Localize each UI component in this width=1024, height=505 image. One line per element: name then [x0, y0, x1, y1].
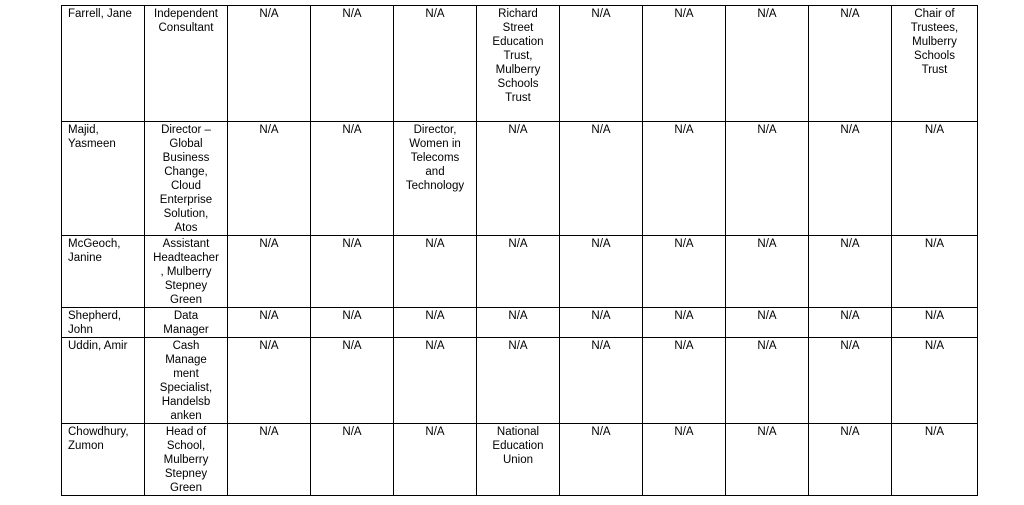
- interest-cell: [311, 424, 394, 496]
- interest-cell-text: N/A: [840, 124, 860, 136]
- interest-cell: [892, 6, 978, 122]
- interest-cell-text: N/A: [508, 310, 528, 322]
- interest-cell-text: N/A: [259, 340, 279, 352]
- interest-cell: [477, 122, 560, 236]
- interest-cell: [892, 338, 978, 424]
- interest-cell: [643, 6, 726, 122]
- interest-cell: [726, 122, 809, 236]
- interest-cell-text: Richard Street Education Trust, Mulberry Schools Trust: [492, 8, 544, 104]
- interest-cell-text: N/A: [342, 8, 362, 20]
- interest-cell-text: N/A: [508, 238, 528, 250]
- interest-cell: [643, 122, 726, 236]
- interest-cell: [228, 236, 311, 308]
- role-cell: [145, 6, 228, 122]
- interest-cell-text: N/A: [508, 124, 528, 136]
- interest-cell-text: N/A: [757, 340, 777, 352]
- interest-cell-text: N/A: [674, 124, 694, 136]
- interest-cell-text: N/A: [591, 340, 611, 352]
- interest-cell-text: N/A: [840, 8, 860, 20]
- interests-register-table: [61, 5, 978, 496]
- interest-cell: [311, 6, 394, 122]
- interest-cell: [726, 338, 809, 424]
- interest-cell-text: N/A: [757, 8, 777, 20]
- interest-cell: [892, 236, 978, 308]
- interest-cell: [394, 338, 477, 424]
- interest-cell-text: N/A: [674, 426, 694, 438]
- interest-cell-text: N/A: [674, 8, 694, 20]
- interest-cell: [477, 424, 560, 496]
- role-cell-text: Assistant Headteacher , Mulberry Stepney Green: [153, 238, 219, 306]
- interest-cell: [394, 122, 477, 236]
- role-cell-text: Head of School, Mulberry Stepney Green: [163, 426, 209, 494]
- name-cell: [62, 424, 145, 496]
- table-row: [62, 6, 978, 122]
- interest-cell-text: N/A: [342, 238, 362, 250]
- interest-cell-text: National Education Union: [492, 426, 544, 466]
- interest-cell-text: N/A: [259, 310, 279, 322]
- interest-cell-text: N/A: [508, 340, 528, 352]
- interest-cell: [560, 338, 643, 424]
- interest-cell: [643, 424, 726, 496]
- interest-cell-text: N/A: [924, 426, 945, 438]
- name-cell-text: McGeoch, Janine: [68, 238, 121, 264]
- interest-cell-text: N/A: [924, 124, 945, 136]
- table-row: [62, 338, 978, 424]
- interest-cell: [560, 236, 643, 308]
- interest-cell-text: N/A: [342, 426, 362, 438]
- interest-cell-text: N/A: [591, 426, 611, 438]
- interest-cell: [560, 308, 643, 338]
- interest-cell: [477, 6, 560, 122]
- interest-cell: [892, 424, 978, 496]
- interest-cell-text: N/A: [342, 124, 362, 136]
- name-cell-text: Chowdhury, Zumon: [68, 426, 129, 452]
- interest-cell-text: N/A: [591, 310, 611, 322]
- interest-cell: [809, 338, 892, 424]
- interest-cell-text: N/A: [259, 8, 279, 20]
- interest-cell: [726, 236, 809, 308]
- interest-cell: [311, 236, 394, 308]
- interest-cell-text: N/A: [840, 310, 860, 322]
- interest-cell: [394, 6, 477, 122]
- interest-cell: [477, 236, 560, 308]
- interest-cell: [311, 308, 394, 338]
- table-row: [62, 424, 978, 496]
- interest-cell: [560, 6, 643, 122]
- interest-cell: [726, 308, 809, 338]
- interest-cell-text: N/A: [591, 8, 611, 20]
- name-cell-text: Uddin, Amir: [68, 340, 128, 352]
- interest-cell: [726, 6, 809, 122]
- table-body: [62, 6, 978, 496]
- interest-cell: [643, 338, 726, 424]
- interest-cell: [311, 338, 394, 424]
- interest-cell: [643, 236, 726, 308]
- interest-cell: [892, 308, 978, 338]
- interest-cell: [892, 122, 978, 236]
- interest-cell: [809, 424, 892, 496]
- interest-cell-text: N/A: [840, 426, 860, 438]
- name-cell: [62, 122, 145, 236]
- table-row: [62, 308, 978, 338]
- interest-cell: [394, 236, 477, 308]
- interest-cell-text: N/A: [425, 8, 445, 20]
- interest-cell: [477, 308, 560, 338]
- interest-cell: [394, 308, 477, 338]
- interest-cell-text: N/A: [757, 310, 777, 322]
- table-row: [62, 122, 978, 236]
- interest-cell-text: N/A: [259, 124, 279, 136]
- interest-cell-text: N/A: [924, 340, 945, 352]
- interest-cell-text: N/A: [674, 340, 694, 352]
- role-cell-text: Independent Consultant: [154, 8, 218, 34]
- interest-cell-text: N/A: [591, 124, 611, 136]
- interest-cell-text: N/A: [425, 310, 445, 322]
- name-cell: [62, 308, 145, 338]
- name-cell-text: Shepherd, John: [68, 310, 122, 336]
- interest-cell: [809, 308, 892, 338]
- role-cell: [145, 424, 228, 496]
- interest-cell-text: N/A: [591, 238, 611, 250]
- interest-cell-text: Chair of Trustees, Mulberry Schools Trust: [910, 8, 959, 76]
- role-cell: [145, 308, 228, 338]
- role-cell: [145, 338, 228, 424]
- role-cell-text: Data Manager: [163, 310, 209, 336]
- interest-cell-text: N/A: [674, 238, 694, 250]
- interest-cell-text: N/A: [259, 426, 279, 438]
- interest-cell: [228, 6, 311, 122]
- interest-cell: [311, 122, 394, 236]
- interest-cell: [726, 424, 809, 496]
- name-cell: [62, 236, 145, 308]
- interest-cell-text: N/A: [924, 310, 945, 322]
- interest-cell-text: N/A: [342, 340, 362, 352]
- interest-cell-text: N/A: [757, 426, 777, 438]
- interest-cell-text: N/A: [924, 238, 945, 250]
- interest-cell-text: N/A: [674, 310, 694, 322]
- table-row: [62, 236, 978, 308]
- name-cell-text: Farrell, Jane: [68, 8, 132, 20]
- interest-cell: [560, 424, 643, 496]
- interest-cell-text: N/A: [425, 340, 445, 352]
- interest-cell: [394, 424, 477, 496]
- interest-cell: [228, 424, 311, 496]
- interest-cell: [228, 122, 311, 236]
- role-cell: [145, 236, 228, 308]
- interest-cell: [809, 236, 892, 308]
- interest-cell-text: N/A: [840, 238, 860, 250]
- interest-cell-text: N/A: [840, 340, 860, 352]
- interest-cell-text: N/A: [425, 426, 445, 438]
- name-cell: [62, 6, 145, 122]
- interest-cell: [228, 338, 311, 424]
- name-cell-text: Majid, Yasmeen: [68, 124, 116, 150]
- name-cell: [62, 338, 145, 424]
- interest-cell-text: N/A: [757, 124, 777, 136]
- interest-cell: [560, 122, 643, 236]
- interest-cell-text: N/A: [425, 238, 445, 250]
- interest-cell-text: N/A: [757, 238, 777, 250]
- interest-cell: [809, 122, 892, 236]
- interest-cell: [809, 6, 892, 122]
- interest-cell: [643, 308, 726, 338]
- interest-cell-text: N/A: [342, 310, 362, 322]
- role-cell-text: Director – Global Business Change, Cloud Enterprise Solution, Atos: [159, 124, 213, 234]
- interest-cell-text: Director, Women in Telecoms and Technology: [405, 124, 465, 192]
- role-cell-text: Cash Manage ment Specialist, Handelsb anken: [159, 340, 213, 422]
- interest-cell: [228, 308, 311, 338]
- role-cell: [145, 122, 228, 236]
- interest-cell-text: N/A: [259, 238, 279, 250]
- interest-cell: [477, 338, 560, 424]
